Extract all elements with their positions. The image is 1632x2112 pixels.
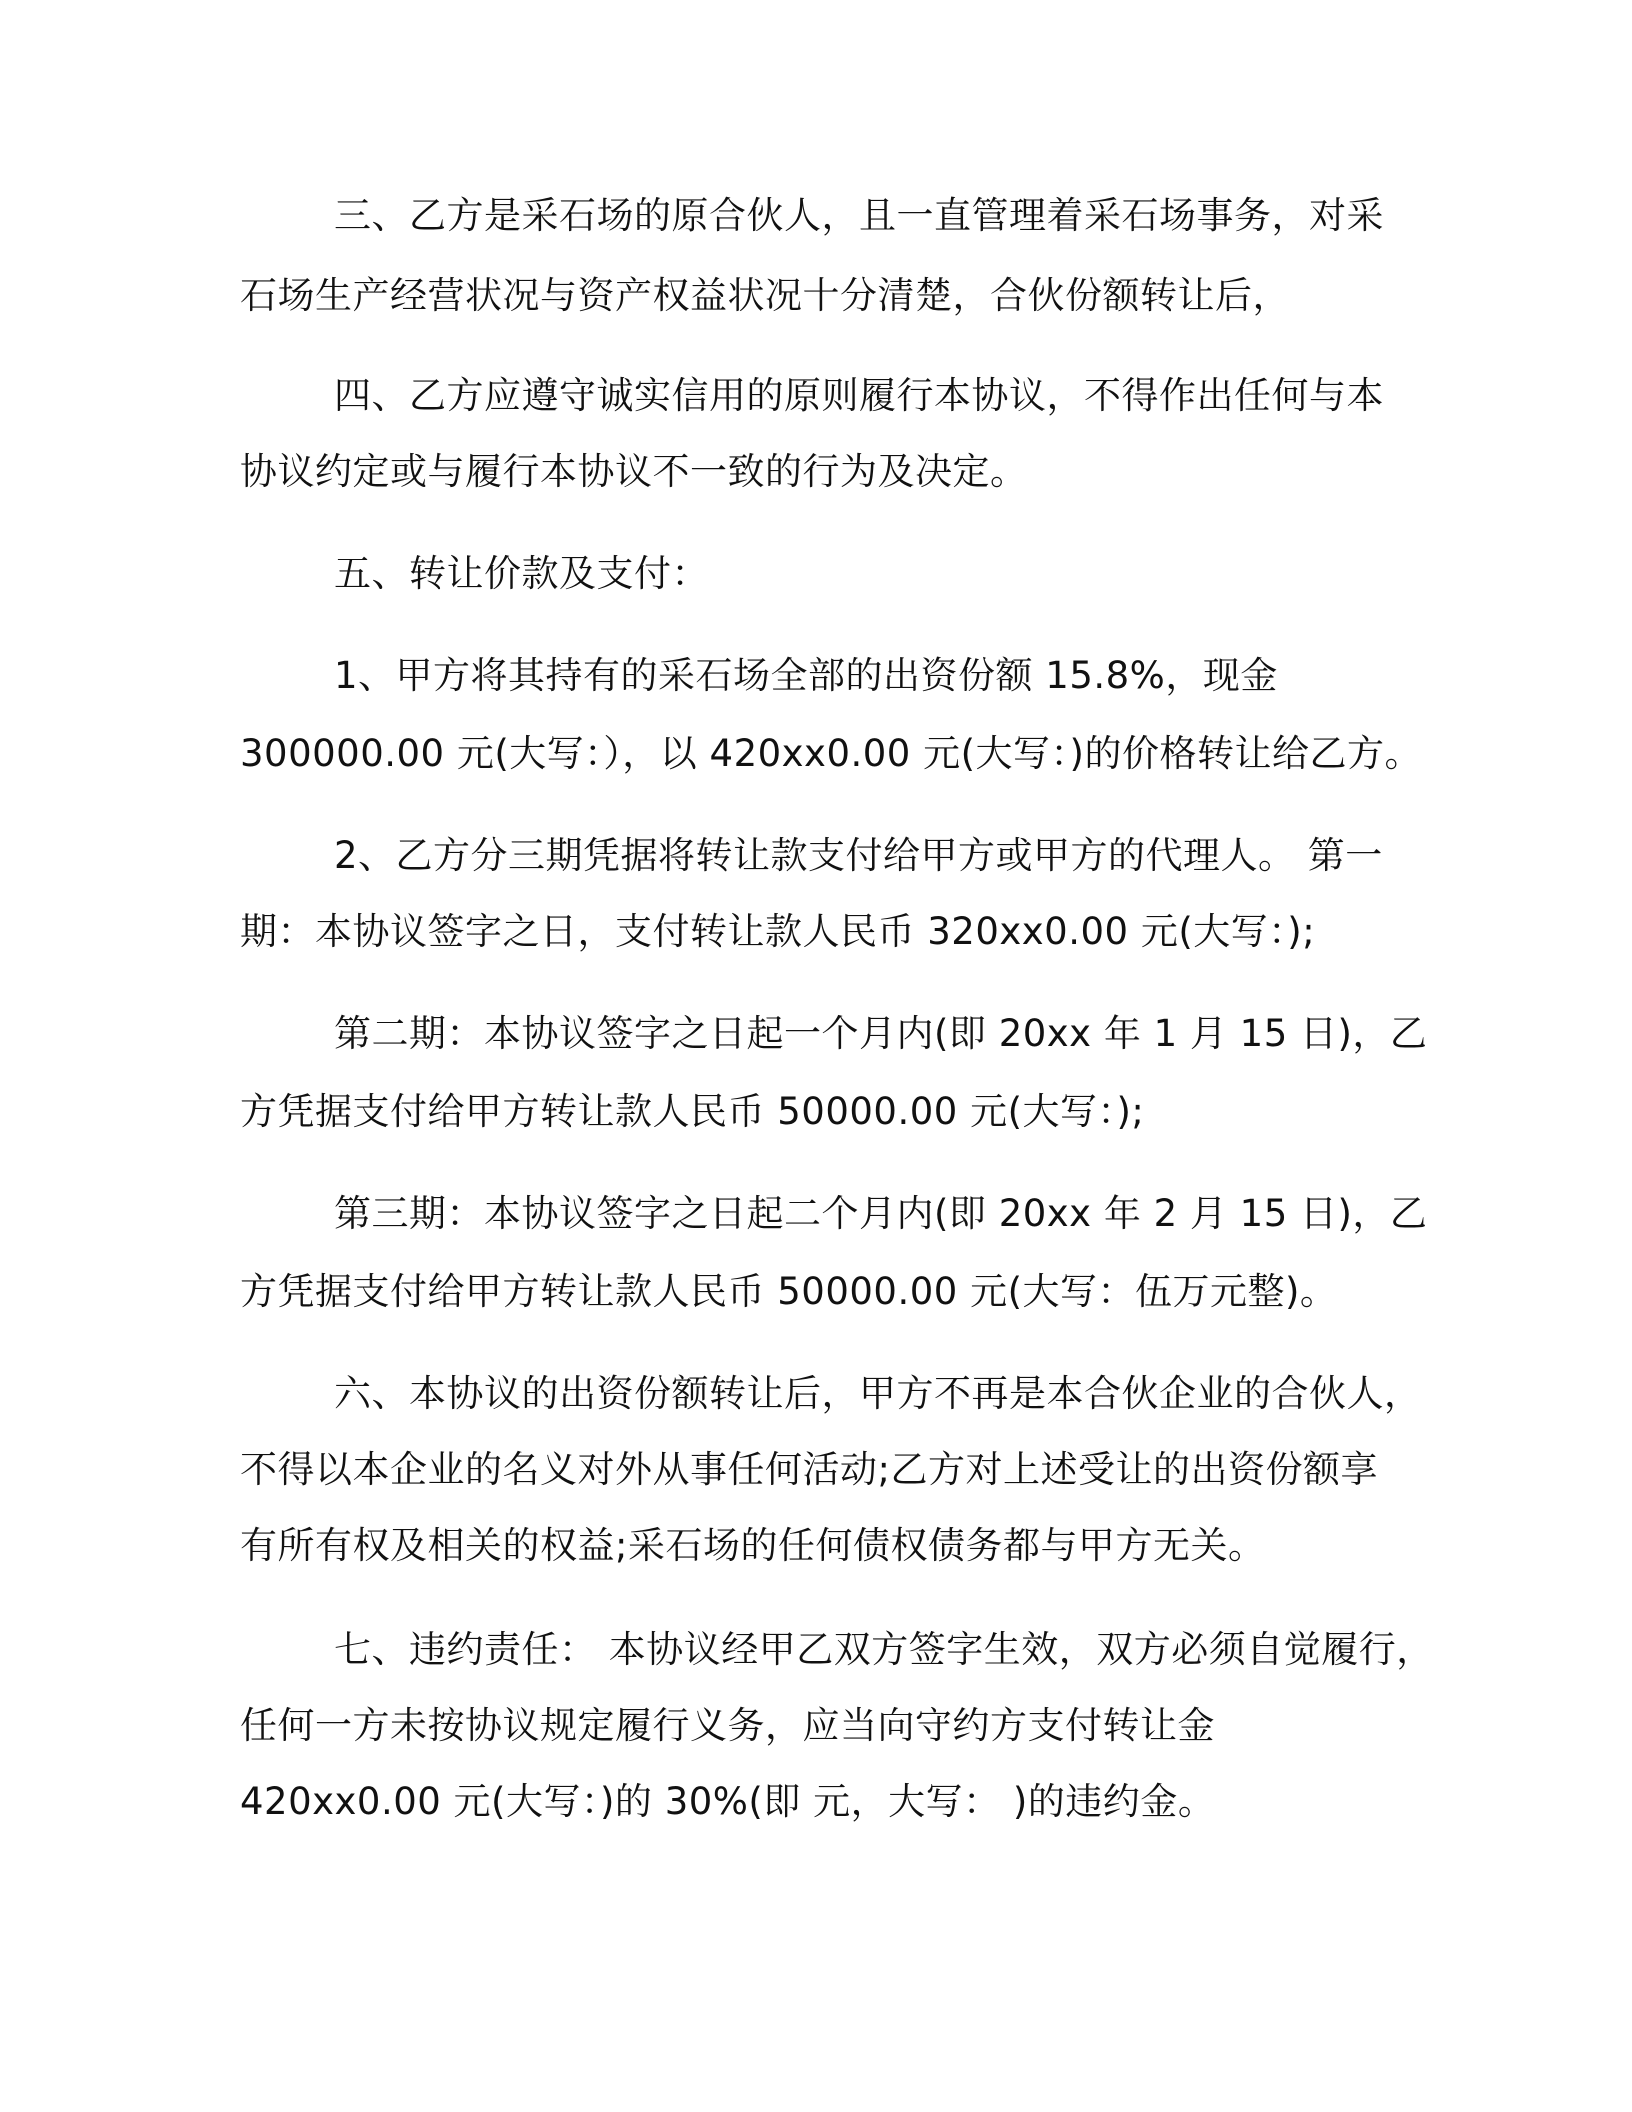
clause-5-item-1-line-2: 300000.00 元(大写：），以 420xx0.00 元(大写：)的价格转让给乙方。 bbox=[240, 732, 1422, 775]
clause-5-item-2-line-2: 期：本协议签字之日，支付转让款人民币 320xx0.00 元(大写：); bbox=[240, 910, 1316, 953]
clause-4-line-1: 四、乙方应遵守诚实信用的原则履行本协议，不得作出任何与本 bbox=[334, 374, 1384, 417]
clause-7-line-3: 420xx0.00 元(大写：)的 30%(即 元，大写： )的违约金。 bbox=[240, 1780, 1216, 1823]
clause-3-line-1: 三、乙方是采石场的原合伙人，且一直管理着采石场事务，对采 bbox=[334, 194, 1384, 237]
clause-5-phase-2-line-1: 第二期：本协议签字之日起一个月内(即 20xx 年 1 月 15 日)，乙 bbox=[334, 1012, 1428, 1055]
clause-5-item-1-line-1: 1、甲方将其持有的采石场全部的出资份额 15.8%，现金 bbox=[334, 654, 1278, 697]
clause-3-line-2: 石场生产经营状况与资产权益状况十分清楚，合伙份额转让后， bbox=[240, 274, 1290, 317]
clause-5-phase-3-line-2: 方凭据支付给甲方转让款人民币 50000.00 元(大写：伍万元整)。 bbox=[240, 1270, 1338, 1313]
clause-6-line-2: 不得以本企业的名义对外从事任何活动;乙方对上述受让的出资份额享 bbox=[240, 1448, 1378, 1491]
clause-7-line-2: 任何一方未按协议规定履行义务，应当向守约方支付转让金 bbox=[240, 1704, 1215, 1747]
clause-7-line-1: 七、违约责任： 本协议经甲乙双方签字生效，双方必须自觉履行， bbox=[334, 1628, 1434, 1671]
clause-5-item-2-line-1: 2、乙方分三期凭据将转让款支付给甲方或甲方的代理人。 第一 bbox=[334, 834, 1383, 877]
clause-4-line-2: 协议约定或与履行本协议不一致的行为及决定。 bbox=[240, 450, 1028, 493]
clause-6-line-3: 有所有权及相关的权益;采石场的任何债权债务都与甲方无关。 bbox=[240, 1524, 1266, 1567]
clause-5-phase-2-line-2: 方凭据支付给甲方转让款人民币 50000.00 元(大写：); bbox=[240, 1090, 1145, 1133]
clause-5-heading: 五、转让价款及支付： bbox=[334, 552, 709, 595]
clause-5-phase-3-line-1: 第三期：本协议签字之日起二个月内(即 20xx 年 2 月 15 日)，乙 bbox=[334, 1192, 1428, 1235]
clause-6-line-1: 六、本协议的出资份额转让后，甲方不再是本合伙企业的合伙人， bbox=[334, 1372, 1422, 1415]
